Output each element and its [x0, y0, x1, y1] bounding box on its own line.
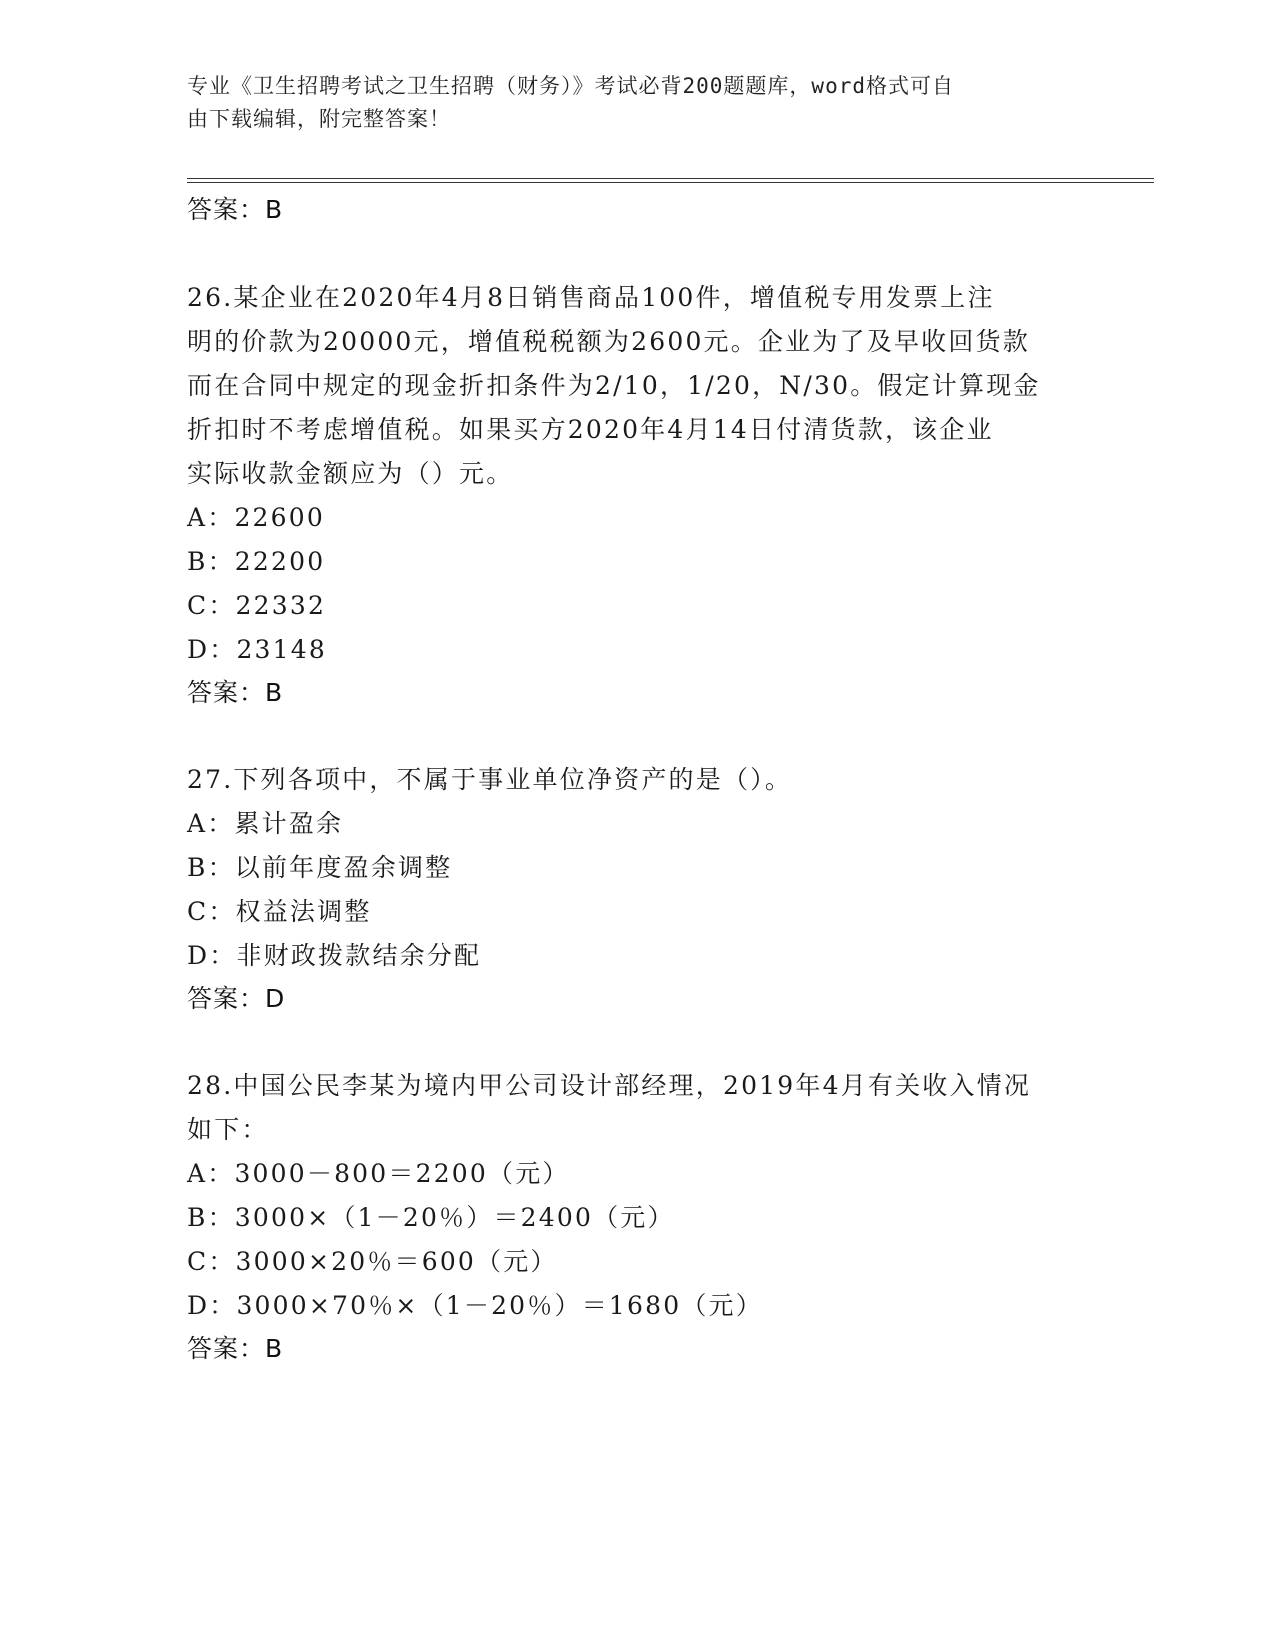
option-c: C：22332 [187, 591, 327, 620]
question-stem-line: 26.某企业在2020年4月8日销售商品100件，增值税专用发票上注 [187, 283, 995, 312]
question-stem-line: 27.下列各项中，不属于事业单位净资产的是（）。 [187, 765, 793, 794]
header-rule-bottom [187, 182, 1154, 183]
question-stem-line: 28.中国公民李某为境内甲公司设计部经理，2019年4月有关收入情况 [187, 1071, 1032, 1100]
question-stem-line: 实际收款金额应为（）元。 [187, 459, 514, 488]
question-stem-line: 明的价款为20000元，增值税税额为2600元。企业为了及早收回货款 [187, 327, 1030, 356]
header-line-1: 专业《卫生招聘考试之卫生招聘（财务）》考试必背200题题库，word格式可自 [187, 74, 954, 98]
header-rule-top [187, 178, 1154, 179]
question-stem-line: 折扣时不考虑增值税。如果买方2020年4月14日付清货款，该企业 [187, 415, 994, 444]
option-a: A：累计盈余 [187, 809, 344, 838]
header-line-2: 由下载编辑，附完整答案！ [187, 107, 451, 131]
option-c: C：3000×20％＝600（元） [187, 1247, 558, 1276]
option-b: B：以前年度盈余调整 [187, 853, 453, 882]
option-a: A：22600 [187, 503, 325, 532]
answer: 答案：D [187, 984, 286, 1013]
option-d: D：非财政拨款结余分配 [187, 941, 482, 970]
previous-answer: 答案：B [187, 195, 284, 224]
answer: 答案：B [187, 678, 284, 707]
answer: 答案：B [187, 1334, 284, 1363]
document-header [187, 70, 1067, 136]
option-d: D：3000×70％×（1－20％）＝1680（元） [187, 1291, 763, 1320]
option-d: D：23148 [187, 635, 327, 664]
question-stem-line: 如下： [187, 1115, 269, 1144]
option-a: A：3000－800＝2200（元） [187, 1159, 570, 1188]
option-b: B：22200 [187, 547, 326, 576]
question-stem-line: 而在合同中规定的现金折扣条件为2/10，1/20，N/30。假定计算现金 [187, 371, 1041, 400]
option-c: C：权益法调整 [187, 897, 372, 926]
option-b: B：3000×（1－20％）＝2400（元） [187, 1203, 675, 1232]
